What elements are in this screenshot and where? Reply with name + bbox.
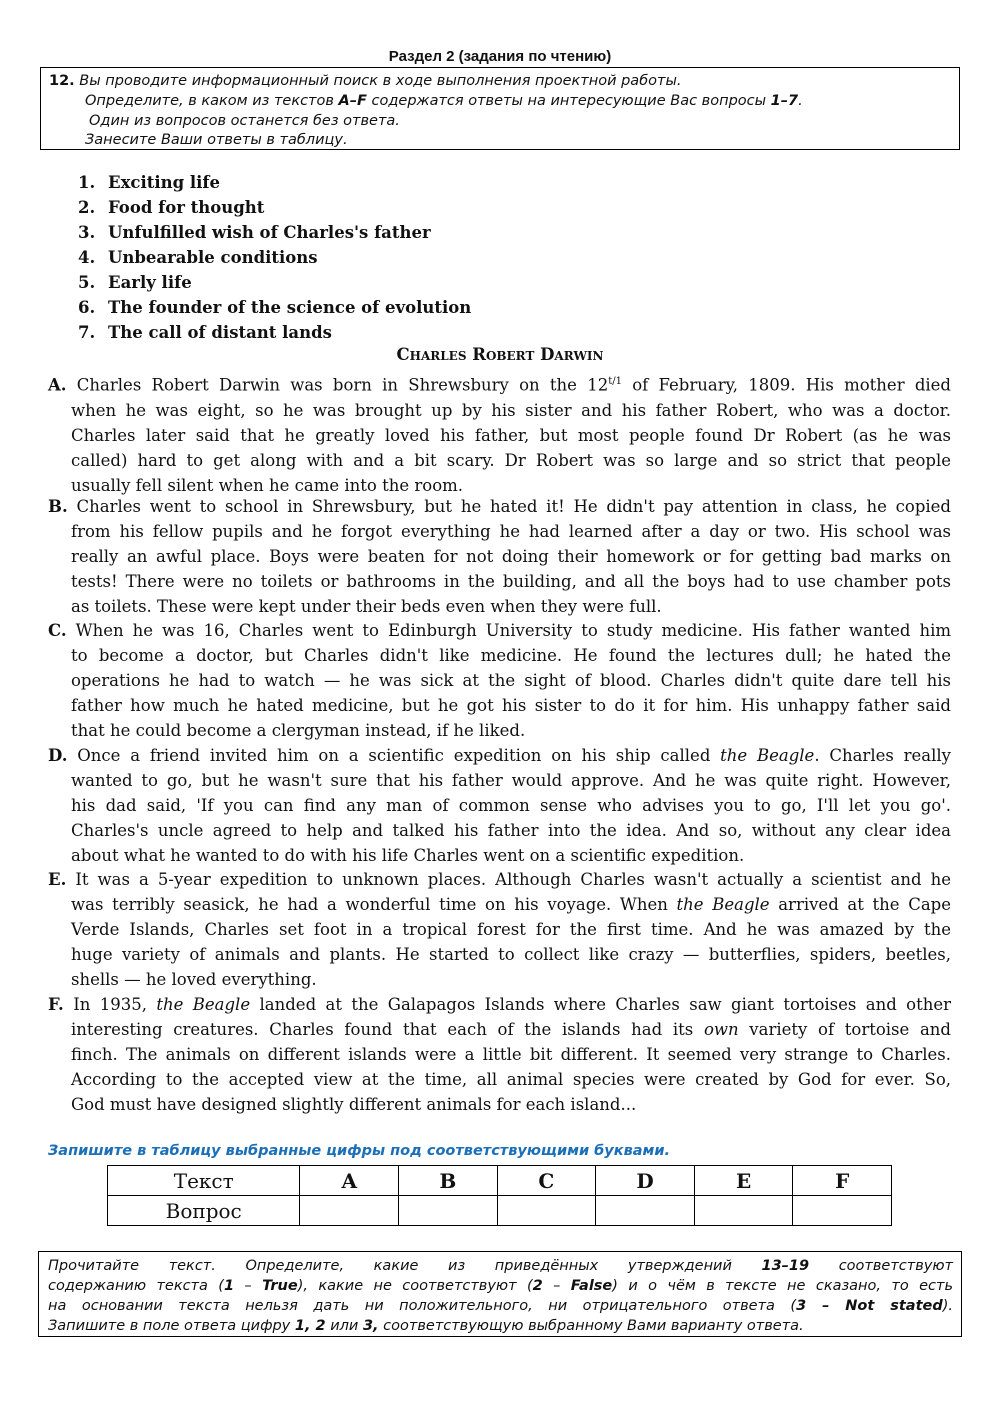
question-item: 4. Unbearable conditions: [78, 248, 318, 267]
question-item: 6. The founder of the science of evolution: [78, 298, 472, 317]
col-letter: C: [497, 1166, 596, 1196]
paragraph-line: about what he wanted to do with his life Charles went on a scientific expedition.: [71, 846, 745, 865]
paragraph-line: as toilets. These were kept under their beds even when they were full.: [71, 597, 662, 616]
paragraph-letter: D.: [48, 746, 68, 765]
paragraph-E: [48, 867, 951, 992]
task-line-3: Один из вопросов останется без ответа.: [89, 113, 400, 129]
col-letter: A: [300, 1166, 399, 1196]
col-letter: B: [399, 1166, 498, 1196]
answer-cell-F[interactable]: [793, 1196, 892, 1226]
paragraph-C: [48, 618, 951, 743]
answer-cell-B[interactable]: [399, 1196, 498, 1226]
tf-line-3: на основании текста нельзя дать ни положительного, ни отрицательного ответа (3 – Not stated).: [48, 1298, 953, 1314]
paragraph-line: tests! There were no toilets or bathrooms in the building, and all the boys had to use chamber pots: [71, 572, 951, 591]
col-letter: F: [793, 1166, 892, 1196]
section-title: Раздел 2 (задания по чтению): [388, 48, 612, 65]
row-label-text: Текст: [108, 1166, 300, 1196]
paragraph-line: usually fell silent when he came into the room.: [71, 475, 464, 495]
task-instructions-box: [40, 67, 960, 150]
task-line-2: Определите, в каком из текстов A–F содержатся ответы на интересующие Вас вопросы 1–7.: [85, 93, 803, 109]
task-line-1: 12. Вы проводите информационный поиск в ходе выполнения проектной работы.: [49, 73, 682, 89]
table-instruction: Запишите в таблицу выбранные цифры под соответствующими буквами.: [48, 1143, 671, 1159]
question-item: 1. Exciting life: [78, 173, 221, 192]
paragraph-line: his dad said, 'If you can find any man of common sense who advises you to go, I'll let you go'.: [71, 796, 951, 815]
paragraph-line: to become a doctor, but Charles didn't like medicine. He found the lectures dull; he hated the: [71, 646, 951, 665]
question-item: 2. Food for thought: [78, 198, 265, 217]
paragraph-line: Verde Islands, Charles set foot in a tropical forest for the first time. And he was amazed by the: [71, 920, 951, 939]
paragraph-line: huge variety of animals and plants. He started to collect like crazy — butterflies, spiders, beetles,: [71, 945, 951, 964]
paragraph-line: A. Charles Robert Darwin was born in Shrewsbury on the $12^{t/1}$ of February, 1809. His mother died: [48, 375, 951, 395]
paragraph-line: operations he had to watch — he was sick at the sight of blood. Charles didn't quite dare tell his: [71, 671, 951, 690]
question-item: 7. The call of distant lands: [78, 323, 332, 342]
paragraph-letter: E.: [48, 870, 67, 889]
paragraph-line: that he could become a clergyman instead, if he liked.: [71, 721, 526, 740]
paragraph-line: God must have designed slightly different animals for each island...: [71, 1095, 637, 1114]
paragraph-line: called) hard to get along with and a bit scary. Dr Robert was so large and so strict that people: [71, 450, 951, 470]
paragraph-line: According to the accepted view at the time, all animal species were created by God for ever. So,: [71, 1070, 951, 1089]
question-item: 3. Unfulfilled wish of Charles's father: [78, 223, 431, 242]
paragraph-line: when he was eight, so he was brought up by his sister and his father Robert, who was a doctor.: [71, 400, 951, 420]
paragraph-letter: C.: [48, 621, 67, 640]
paragraph-line: really an awful place. Boys were beaten for not doing their homework or for getting bad marks on: [71, 547, 951, 566]
paragraph-F: [48, 992, 951, 1117]
paragraph-line: wanted to go, but he wasn't sure that his father would approve. And he was quite right. However,: [71, 771, 951, 790]
paragraph-line: E. It was a 5-year expedition to unknown places. Although Charles wasn't actually a scientist and he: [48, 870, 951, 889]
paragraph-line: father how much he hated medicine, but he got his sister to do it for him. His unhappy father said: [71, 696, 951, 715]
text-title: Charles Robert Darwin: [396, 345, 604, 364]
paragraph-line: Charles's uncle agreed to help and talked his father into the idea. And so, without any clear idea: [71, 821, 951, 840]
col-letter: E: [694, 1166, 793, 1196]
paragraph-line: was terribly seasick, he had a wonderful time on his voyage. When the Beagle arrived at the Cape: [71, 895, 951, 914]
task-line-4: Занесите Ваши ответы в таблицу.: [85, 132, 348, 148]
question-list: [78, 170, 471, 345]
paragraph-line: from his fellow pupils and he forgot everything he had learned after a day or two. His school was: [71, 522, 951, 541]
paragraph-line: finch. The animals on different islands were a little bit different. It seemed very strange to Charles.: [71, 1045, 951, 1064]
row-label-question: Вопрос: [108, 1196, 300, 1226]
answer-cell-E[interactable]: [694, 1196, 793, 1226]
paragraph-line: B. Charles went to school in Shrewsbury, but he hated it! He didn't pay attention in class, he copied: [48, 497, 951, 516]
paragraph-line: interesting creatures. Charles found that each of the islands had its own variety of tortoise and: [71, 1020, 951, 1039]
tf-line-2: содержанию текста (1 – True), какие не соответствуют (2 – False) и о чём в тексте не сказано, то есть: [48, 1278, 954, 1294]
paragraph-line: shells — he loved everything.: [71, 970, 317, 989]
paragraph-letter: B.: [48, 497, 68, 516]
paragraph-letter: A.: [48, 375, 67, 395]
answer-table-header-row: [108, 1166, 892, 1196]
paragraph-letter: F.: [48, 995, 64, 1014]
paragraph-A: [48, 369, 951, 498]
paragraph-line: D. Once a friend invited him on a scientific expedition on his ship called the Beagle. Charles really: [48, 746, 951, 765]
answer-cell-D[interactable]: [596, 1196, 695, 1226]
answer-table-input-row: [108, 1196, 892, 1226]
paragraph-line: F. In 1935, the Beagle landed at the Galapagos Islands where Charles saw giant tortoises and other: [48, 995, 951, 1014]
answer-cell-C[interactable]: [497, 1196, 596, 1226]
question-item: 5. Early life: [78, 273, 192, 292]
paragraph-B: [48, 494, 951, 619]
true-false-instructions-box: [38, 1251, 962, 1337]
tf-line-1: Прочитайте текст. Определите, какие из приведённых утверждений 13–19 соответствуют: [48, 1258, 953, 1274]
paragraph-line: C. When he was 16, Charles went to Edinburgh University to study medicine. His father wanted him: [48, 621, 951, 640]
answer-table: [107, 1165, 892, 1226]
task-number: 12.: [49, 73, 75, 89]
col-letter: D: [596, 1166, 695, 1196]
paragraph-line: Charles later said that he greatly loved his father, but most people found Dr Robert (as he was: [71, 425, 951, 445]
tf-line-4: Запишите в поле ответа цифру 1, 2 или 3, соответствующую выбранному Вами варианту ответа.: [48, 1318, 804, 1334]
paragraph-D: [48, 743, 951, 868]
answer-cell-A[interactable]: [300, 1196, 399, 1226]
